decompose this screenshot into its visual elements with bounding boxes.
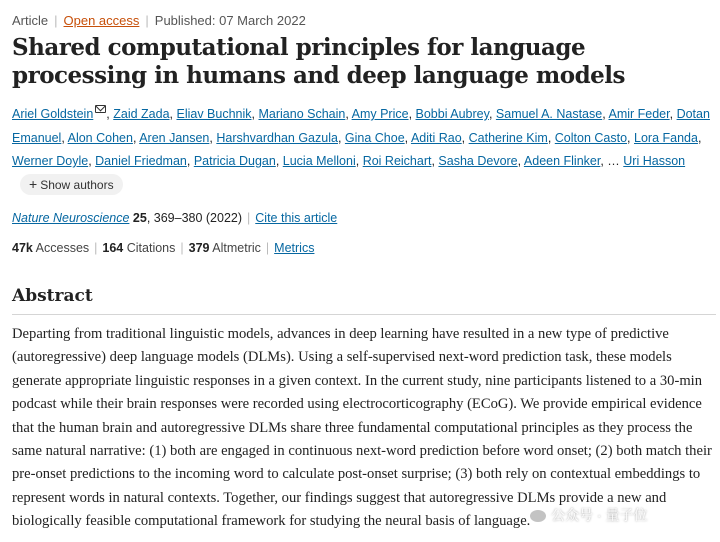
citations-label: Citations <box>126 241 176 255</box>
watermark <box>530 505 647 525</box>
abstract-text: Departing from traditional linguistic models, advances in deep learning have resulted in a new type of predictive (autoregressive) deep language models (DLMs). Using a self-supervised next-word prediction task, these models generate appropriate linguistic responses in a given context. In the current study, nine participants listened to a 30-min podcast while their brain responses were recorded using electrocorticography (ECoG). We provide empirical evidence that the human brain and autoregressive DLMs share three fundamental computational principles as they process the same natural narrative: (1) both are engaged in continuous next-word prediction before word onset; (2) both match their pre-onset predictions to the incoming word to calculate post-onset surprise; (3) both rely on contextual embeddings to represent words in natural contexts. Together, our findings suggest that autoregressive DLMs provide a new and biologically feasible computational framework for studying the neural basis of language. <box>12 326 712 530</box>
published-date: Published: 07 March 2022 <box>154 13 306 28</box>
plus-icon: + <box>29 175 38 192</box>
author-link[interactable]: Zaid Zada <box>113 107 170 121</box>
metrics-link[interactable]: Metrics <box>274 241 315 255</box>
author-link[interactable]: Adeen Flinker <box>523 154 601 168</box>
author-link[interactable]: Amir Feder <box>608 107 670 121</box>
author-link[interactable]: Ariel Goldstein <box>12 107 94 121</box>
altmetric-label: Altmetric <box>212 241 261 255</box>
author-link[interactable]: Patricia Dugan <box>193 154 276 168</box>
author-link[interactable]: Dotan Emanuel <box>12 107 710 145</box>
article-title: Shared computational principles for language processing in humans and deep language models <box>12 34 625 89</box>
author-link[interactable]: Eliav Buchnik <box>176 107 252 121</box>
journal-link[interactable]: Nature Neuroscience <box>12 211 130 225</box>
article-type: Article <box>12 13 49 28</box>
accesses-value: 47k <box>12 241 33 255</box>
metrics-bar: 47k Accesses | 164 Citations | 379 Altmetric | Metrics <box>12 241 315 255</box>
author-list: Ariel Goldstein , Zaid Zada, Eliav Buchnik, Mariano Schain, Amy Price, Bobbi Aubrey, Samuel A. Nastase, Amir Feder, Dotan Emanuel, Alon Cohen, Aren Jansen, Harshvardhan Gazula, Gina Choe, Aditi Rao, Catherine Kim, Colton Casto, Lora Fanda, Werner Doyle, Daniel Friedman, Patricia Dugan, Lucia Melloni, Roi Reichart, Sasha Devore, Adeen Flinker, … Uri Hasson+ Show authors <box>12 103 718 197</box>
citations-value: 164 <box>102 241 124 255</box>
author-link[interactable]: Gina Choe <box>344 130 405 145</box>
author-link[interactable]: Catherine Kim <box>468 130 548 145</box>
citation-line: Nature Neuroscience 25, 369–380 (2022) | Cite this article <box>12 211 338 225</box>
show-authors-button[interactable] <box>20 174 123 195</box>
author-link[interactable]: Alon Cohen <box>67 130 133 145</box>
author-link[interactable]: Mariano Schain <box>258 107 346 121</box>
open-access-link[interactable]: Open access <box>63 13 140 28</box>
author-link[interactable]: Bobbi Aubrey <box>415 107 489 121</box>
article-meta: Article | Open access | Published: 07 March 2022 <box>12 13 306 28</box>
author-link[interactable]: Sasha Devore <box>438 154 518 168</box>
pages: , 369–380 (2022) <box>146 211 243 225</box>
author-link[interactable]: Colton Casto <box>554 130 628 145</box>
author-link[interactable]: Aditi Rao <box>410 130 462 145</box>
watermark-text: 公众号 · 量子位 <box>551 507 648 523</box>
author-link[interactable]: Harshvardhan Gazula <box>216 130 338 145</box>
author-link[interactable]: Roi Reichart <box>362 154 432 168</box>
author-link[interactable]: Lucia Melloni <box>282 154 356 168</box>
cite-article-link[interactable]: Cite this article <box>255 211 338 225</box>
author-link[interactable]: Aren Jansen <box>139 130 210 145</box>
author-link[interactable]: Lora Fanda <box>634 130 698 145</box>
author-link[interactable]: Samuel A. Nastase <box>495 107 603 121</box>
altmetric-value: 379 <box>188 241 210 255</box>
wechat-icon <box>530 510 546 522</box>
authors-ellipsis: … <box>607 154 620 168</box>
author-link[interactable]: Amy Price <box>351 107 409 121</box>
abstract-heading: Abstract <box>12 286 93 306</box>
volume: 25 <box>132 211 147 225</box>
email-icon[interactable] <box>95 105 106 113</box>
author-link[interactable]: Daniel Friedman <box>95 154 187 168</box>
show-authors-label: Show authors <box>40 177 114 192</box>
author-link[interactable]: Werner Doyle <box>12 154 89 168</box>
divider <box>12 314 716 315</box>
author-link[interactable]: Uri Hasson <box>623 154 686 168</box>
accesses-label: Accesses <box>35 241 90 255</box>
